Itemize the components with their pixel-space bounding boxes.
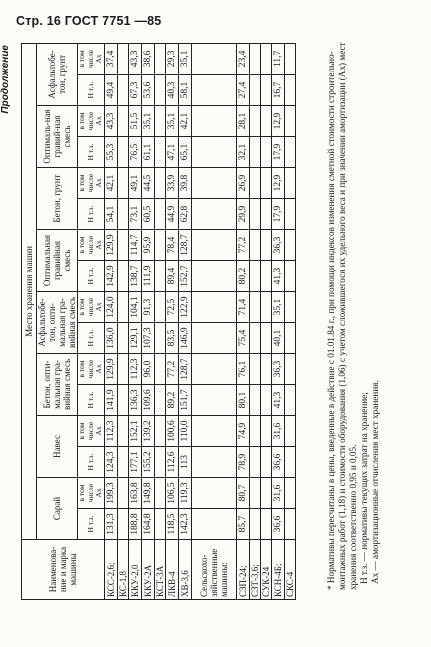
table-cell: 54,1 [105,199,118,230]
subheader-ax: в том числе Ах [78,354,105,385]
table-cell: 146,9 [179,323,192,354]
table-cell [261,478,272,509]
table-row [179,43,192,599]
table-cell [250,106,261,137]
table-cell [192,168,237,199]
table-cell: 53,6 [142,75,155,106]
group-4: Асфальтобе-тон, опти-мальная гра-вийная смесь [37,292,78,354]
table-cell [192,261,237,292]
table-cell: 38,6 [142,43,155,74]
table-cell: 80,7 [237,478,250,509]
machine-name: СУК-24 [261,540,272,600]
table-cell: 76,1 [237,354,250,385]
table-cell [155,230,166,261]
table-row [261,43,272,599]
machine-name: СКС-4 [285,540,296,600]
table-cell: 78,9 [237,447,250,478]
table-cell [285,168,296,199]
table-cell [118,447,129,478]
table-cell: 32,1 [237,137,250,168]
table-cell: 107,3 [142,323,155,354]
table-cell [155,354,166,385]
table-cell [285,478,296,509]
table-cell: 60,5 [142,199,155,230]
table-cell [285,43,296,74]
table-cell [118,478,129,509]
table-row [192,43,237,599]
table-cell: 163,8 [129,478,142,509]
table-cell [285,199,296,230]
table-row [142,43,155,599]
table-cell [261,137,272,168]
group-6: Бетон, грунт [37,168,78,230]
table-cell [118,137,129,168]
table-cell: 119,3 [179,478,192,509]
table-cell: 199,3 [105,478,118,509]
table-cell: 35,1 [142,106,155,137]
table-cell: 55,3 [105,137,118,168]
table-cell [285,106,296,137]
table-cell [261,43,272,74]
table-cell: 124,3 [105,447,118,478]
table-cell [261,168,272,199]
table-cell [118,354,129,385]
table-cell: 152,1 [129,416,142,447]
table-cell [118,168,129,199]
table-cell: 129,9 [105,354,118,385]
table-cell: 23,4 [237,43,250,74]
table-cell: 136,0 [105,323,118,354]
table-cell: 51,5 [129,106,142,137]
table-cell [155,509,166,540]
table-cell [192,447,237,478]
subheader-ax: в том числе Ах [78,478,105,509]
group-header: Место хранения машин [22,43,37,539]
note-3: Ах — амортизационные отчисления мест хранения. [370,380,380,584]
table-cell [192,106,237,137]
table-cell: 11,7 [272,43,285,74]
table-cell: 41,3 [272,261,285,292]
table-cell [250,447,261,478]
table-cell: 155,2 [142,447,155,478]
table-cell: 49,4 [105,75,118,106]
table-cell: 142,9 [105,261,118,292]
table-cell: 188,8 [129,509,142,540]
table-cell [285,292,296,323]
table-cell [155,447,166,478]
table-cell: 37,4 [105,43,118,74]
table-cell: 12,9 [272,106,285,137]
table-cell: 111,9 [142,261,155,292]
table-cell: 95,9 [142,230,155,261]
machine-name: КСН-4Б; [272,540,285,600]
note-1: * Нормативы пересчитаны в цены, введенные в действие с 01.01.84 г., при помощи индексов изменения сметной стоимости строительно-монтажных работ (1,18) и стоимости оборудования (1,06) с учетом сложившегося их удельного веса и при значении амортизации (Ах) мест хранения соответственно 0,95 и 0,05. [326,42,358,590]
table-cell [285,230,296,261]
table-cell: 35,1 [166,106,179,137]
table-cell: 80,2 [237,261,250,292]
table-cell [261,75,272,106]
table-cell [261,509,272,540]
table-cell: 17,9 [272,199,285,230]
table-cell [192,43,237,74]
table-cell: 12,9 [272,168,285,199]
table-cell [192,75,237,106]
table-cell: 26,9 [237,168,250,199]
table-cell [118,292,129,323]
table-cell: 164,8 [142,509,155,540]
table-cell: 106,5 [166,478,179,509]
table-cell [155,385,166,416]
table-cell [261,292,272,323]
table-cell [192,230,237,261]
table-cell [261,447,272,478]
table-cell: 91,3 [142,292,155,323]
table-row [129,43,142,599]
table-cell [261,416,272,447]
table-cell: 65,1 [179,137,192,168]
table-cell [250,354,261,385]
table-cell [285,416,296,447]
table-cell: 118,5 [166,509,179,540]
table-cell: 131,3 [105,509,118,540]
table-cell: 128,7 [179,354,192,385]
table-row [118,43,129,599]
table-cell: 72,5 [166,292,179,323]
table-cell: 96,0 [142,354,155,385]
table-cell: 104,1 [129,292,142,323]
table-cell [118,106,129,137]
table-cell: 27,4 [237,75,250,106]
subheader-ax: в том числе Ах [78,43,105,74]
machine-name: КС-1,8 [118,540,129,600]
subheader-ax: в том числе Ах [78,168,105,199]
machine-name: ХВ-3,6 [179,540,192,600]
table-cell [155,261,166,292]
table-cell [118,43,129,74]
table-cell: 42,1 [179,106,192,137]
table-cell [261,261,272,292]
table-cell: 76,5 [129,137,142,168]
group-5: Оптимальная гравийная смесь [37,230,78,292]
group-1: Сарай [37,478,78,540]
table-cell [192,385,237,416]
table-cell: 80,1 [237,385,250,416]
machine-name: ЛКВ-4 [166,540,179,600]
table-cell: 41,3 [272,385,285,416]
table-cell [261,199,272,230]
table-cell: 36,6 [272,447,285,478]
table-cell: 61,1 [142,137,155,168]
table-cell: 83,5 [166,323,179,354]
table-cell [192,354,237,385]
table-cell: 128,7 [179,230,192,261]
table-cell [261,106,272,137]
table-cell: 100,6 [166,416,179,447]
note-2: Н т.з. — нормативы текущих затрат на хранение; [359,392,369,584]
table-cell: 29,3 [166,43,179,74]
table-cell: 77,2 [237,230,250,261]
table-cell: 129,9 [105,230,118,261]
table-cell [250,385,261,416]
table-cell: 40,3 [166,75,179,106]
table-cell: 31,6 [272,416,285,447]
table-cell [118,75,129,106]
table-cell: 36,6 [272,509,285,540]
table-cell: 36,3 [272,230,285,261]
group-2: Навес [37,416,78,478]
group-8: Асфальтобе-тон, грунт [37,43,78,105]
table-cell: 31,6 [272,478,285,509]
table-cell [261,230,272,261]
table-cell: 112,3 [105,416,118,447]
table-cell [155,323,166,354]
table-cell [192,199,237,230]
table-cell [250,43,261,74]
table-cell [250,478,261,509]
subheader-ax: в том числе Ах [78,230,105,261]
table-cell [285,261,296,292]
table-cell: 35,1 [272,292,285,323]
table-cell: 58,1 [179,75,192,106]
table-cell: 44,5 [142,168,155,199]
table-cell [250,75,261,106]
column-header-name: Наименова-ние и марка машины [22,540,105,600]
rotated-page-content [0,30,420,630]
table-cell: 85,7 [237,509,250,540]
table-cell [285,509,296,540]
table-sub-row [78,43,105,599]
table-cell: 89,4 [166,261,179,292]
table-cell: 139,2 [142,416,155,447]
table-cell [118,385,129,416]
table-cell [285,75,296,106]
table-cell: 73,1 [129,199,142,230]
table-cell: 141,9 [105,385,118,416]
table-cell: 71,4 [237,292,250,323]
table-cell: 62,8 [179,199,192,230]
subheader-ax: в том числе Ах [78,416,105,447]
machine-name: СЗТ-3,6; [250,540,261,600]
table-cell: 142,3 [179,509,192,540]
table-cell: 47,1 [166,137,179,168]
table-cell: 129,1 [129,323,142,354]
subheader-ntz: Н т.з. [78,137,105,168]
subheader-ax: в том числе Ах [78,106,105,137]
table-cell: 89,2 [166,385,179,416]
group-3: Бетон, опти-мальная гра-вийная смесь [37,354,78,416]
table-cell [285,137,296,168]
table-row [272,43,285,599]
table-cell [118,323,129,354]
table-cell: 112,3 [129,354,142,385]
table-cell: 29,9 [237,199,250,230]
table-cell: 138,7 [129,261,142,292]
table-cell [155,168,166,199]
table-cell: 39,8 [179,168,192,199]
table-cell: 177,1 [129,447,142,478]
table-cell: 49,1 [129,168,142,199]
table-notes [326,42,381,590]
table-cell: 78,4 [166,230,179,261]
table-cell [155,292,166,323]
table-cell: 44,9 [166,199,179,230]
table-cell: 33,9 [166,168,179,199]
table-cell [118,230,129,261]
subheader-ntz: Н т.з. [78,509,105,540]
table-cell [155,478,166,509]
table-cell: 109,6 [142,385,155,416]
subheader-ntz: Н т.з. [78,261,105,292]
table-cell [261,323,272,354]
machine-name: КСТ-3А [155,540,166,600]
table-group-row [37,43,78,599]
table-cell [192,292,237,323]
table-row [285,43,296,599]
table-cell [285,385,296,416]
table-cell: 110,0 [179,416,192,447]
machine-name: КСС-2,6; [105,540,118,600]
subheader-ntz: Н т.з. [78,75,105,106]
table-cell [250,137,261,168]
table-cell [250,261,261,292]
subheader-ax: в том числе Ах [78,292,105,323]
table-cell [192,416,237,447]
machine-name: СЗП-24; [237,540,250,600]
table-cell: 43,3 [105,106,118,137]
table-cell: 124,0 [105,292,118,323]
table-cell [118,261,129,292]
table-cell [155,106,166,137]
table-cell: 17,9 [272,137,285,168]
table-header-row [22,43,37,599]
table-cell [250,292,261,323]
table-cell [261,385,272,416]
table-row [166,43,179,599]
table-cell [155,137,166,168]
page-header: Стр. 16 ГОСТ 7751 —85 [16,14,162,28]
table-cell: 152,7 [179,261,192,292]
table-cell: 16,7 [272,75,285,106]
table-cell: 74,9 [237,416,250,447]
table-cell: 114,7 [129,230,142,261]
storage-norms-table [21,43,296,600]
table-cell [250,230,261,261]
table-cell [192,478,237,509]
table-cell [261,354,272,385]
table-cell [250,509,261,540]
table-cell: 42,1 [105,168,118,199]
table-cell: 113 [179,447,192,478]
table-cell: 67,3 [129,75,142,106]
table-cell [250,323,261,354]
table-cell: 122,9 [179,292,192,323]
table-cell [192,323,237,354]
table-cell [155,199,166,230]
table-cell: 151,7 [179,385,192,416]
table-cell [118,416,129,447]
continuation-label: Продолжение [0,45,11,114]
table-cell: 28,1 [237,106,250,137]
table-row [155,43,166,599]
group-7: Оптималь-ная гравий-ная смесь [37,106,78,168]
table-cell: 136,3 [129,385,142,416]
table-cell: 149,8 [142,478,155,509]
table-cell: 75,4 [237,323,250,354]
table-cell [192,137,237,168]
machine-name: Сельскохо-зяйственные машины: [192,540,237,600]
subheader-ntz: Н т.з. [78,447,105,478]
table-row [105,43,118,599]
table-cell [155,75,166,106]
subheader-ntz: Н т.з. [78,199,105,230]
table-cell [155,416,166,447]
table-cell [250,416,261,447]
table-cell: 43,3 [129,43,142,74]
subheader-ntz: Н т.з. [78,323,105,354]
table-cell [155,43,166,74]
machine-name: ККУ-2А [142,540,155,600]
table-cell [250,199,261,230]
table-cell [285,354,296,385]
table-cell: 40,1 [272,323,285,354]
table-row [250,43,261,599]
machine-name: ККУ-2,0 [129,540,142,600]
table-cell [285,447,296,478]
table-cell [285,323,296,354]
table-cell: 36,3 [272,354,285,385]
table-row [237,43,250,599]
table-cell [192,509,237,540]
table-cell: 35,1 [179,43,192,74]
table-cell: 112,6 [166,447,179,478]
subheader-ntz: Н т.з. [78,385,105,416]
table-cell [118,509,129,540]
table-cell [250,168,261,199]
table-cell: 77,2 [166,354,179,385]
table-cell [118,199,129,230]
